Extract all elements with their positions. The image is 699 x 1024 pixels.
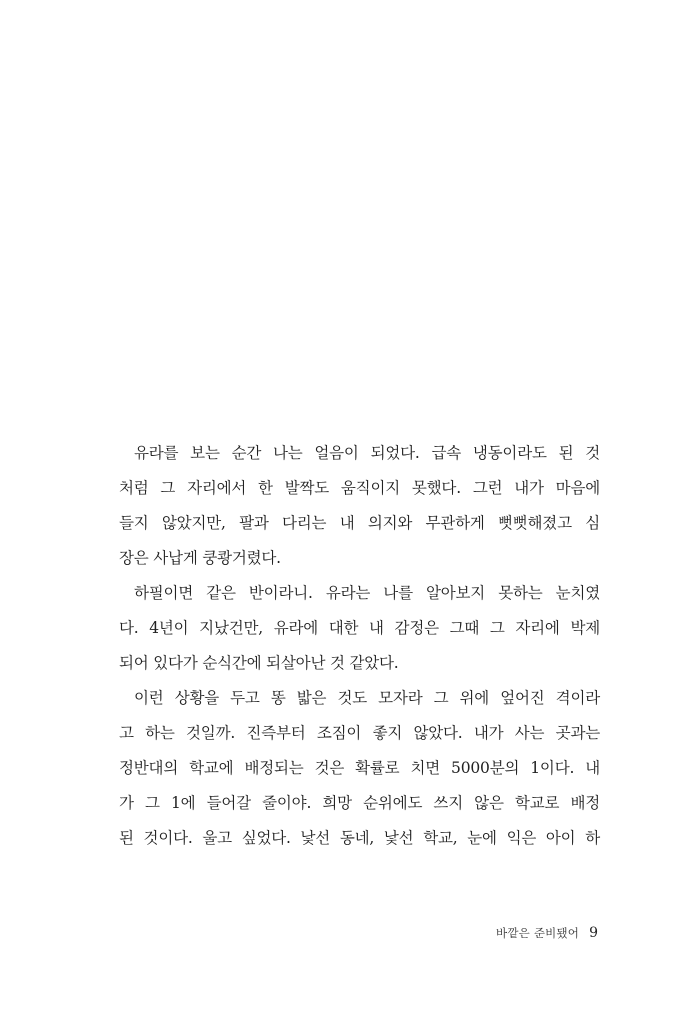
text-line: 된 것이다. 울고 싶었다. 낯선 동네, 낯선 학교, 눈에 익은 아이 하 — [119, 829, 600, 847]
text-line: 고 하는 것일까. 진즉부터 조짐이 좋지 않았다. 내가 사는 곳과는 — [119, 724, 600, 742]
text-line: 들지 않았지만, 팔과 다리는 내 의지와 무관하게 뻣뻣해졌고 심 — [119, 514, 600, 532]
text-line: 처럼 그 자리에서 한 발짝도 움직이지 못했다. 그런 내가 마음에 — [119, 479, 600, 497]
paragraph-1 — [119, 436, 600, 576]
text-line: 하필이면 같은 반이라니. 유라는 나를 알아보지 못하는 눈치였 — [134, 584, 600, 602]
text-line: 가 그 1에 들어갈 줄이야. 희망 순위에도 쓰지 않은 학교로 배정 — [119, 794, 600, 812]
text-line: 정반대의 학교에 배정되는 것은 확률로 치면 5000분의 1이다. 내 — [119, 759, 600, 777]
text-line: 다. 4년이 지났건만, 유라에 대한 내 감정은 그때 그 자리에 박제 — [119, 619, 600, 637]
text-line: 장은 사납게 쿵쾅거렸다. — [119, 549, 281, 567]
page-number: 9 — [589, 925, 598, 941]
text-line: 이런 상황을 두고 똥 밟은 것도 모자라 그 위에 엎어진 격이라 — [134, 689, 600, 707]
paragraph-2 — [119, 576, 600, 681]
running-title: 바깥은 준비됐어 — [496, 926, 580, 940]
body-text — [119, 436, 600, 856]
paragraph-3 — [119, 681, 600, 856]
text-line: 유라를 보는 순간 나는 얼음이 되었다. 급속 냉동이라도 된 것 — [134, 444, 600, 462]
text-line: 되어 있다가 순식간에 되살아난 것 같았다. — [119, 654, 399, 672]
page-footer — [496, 925, 598, 941]
